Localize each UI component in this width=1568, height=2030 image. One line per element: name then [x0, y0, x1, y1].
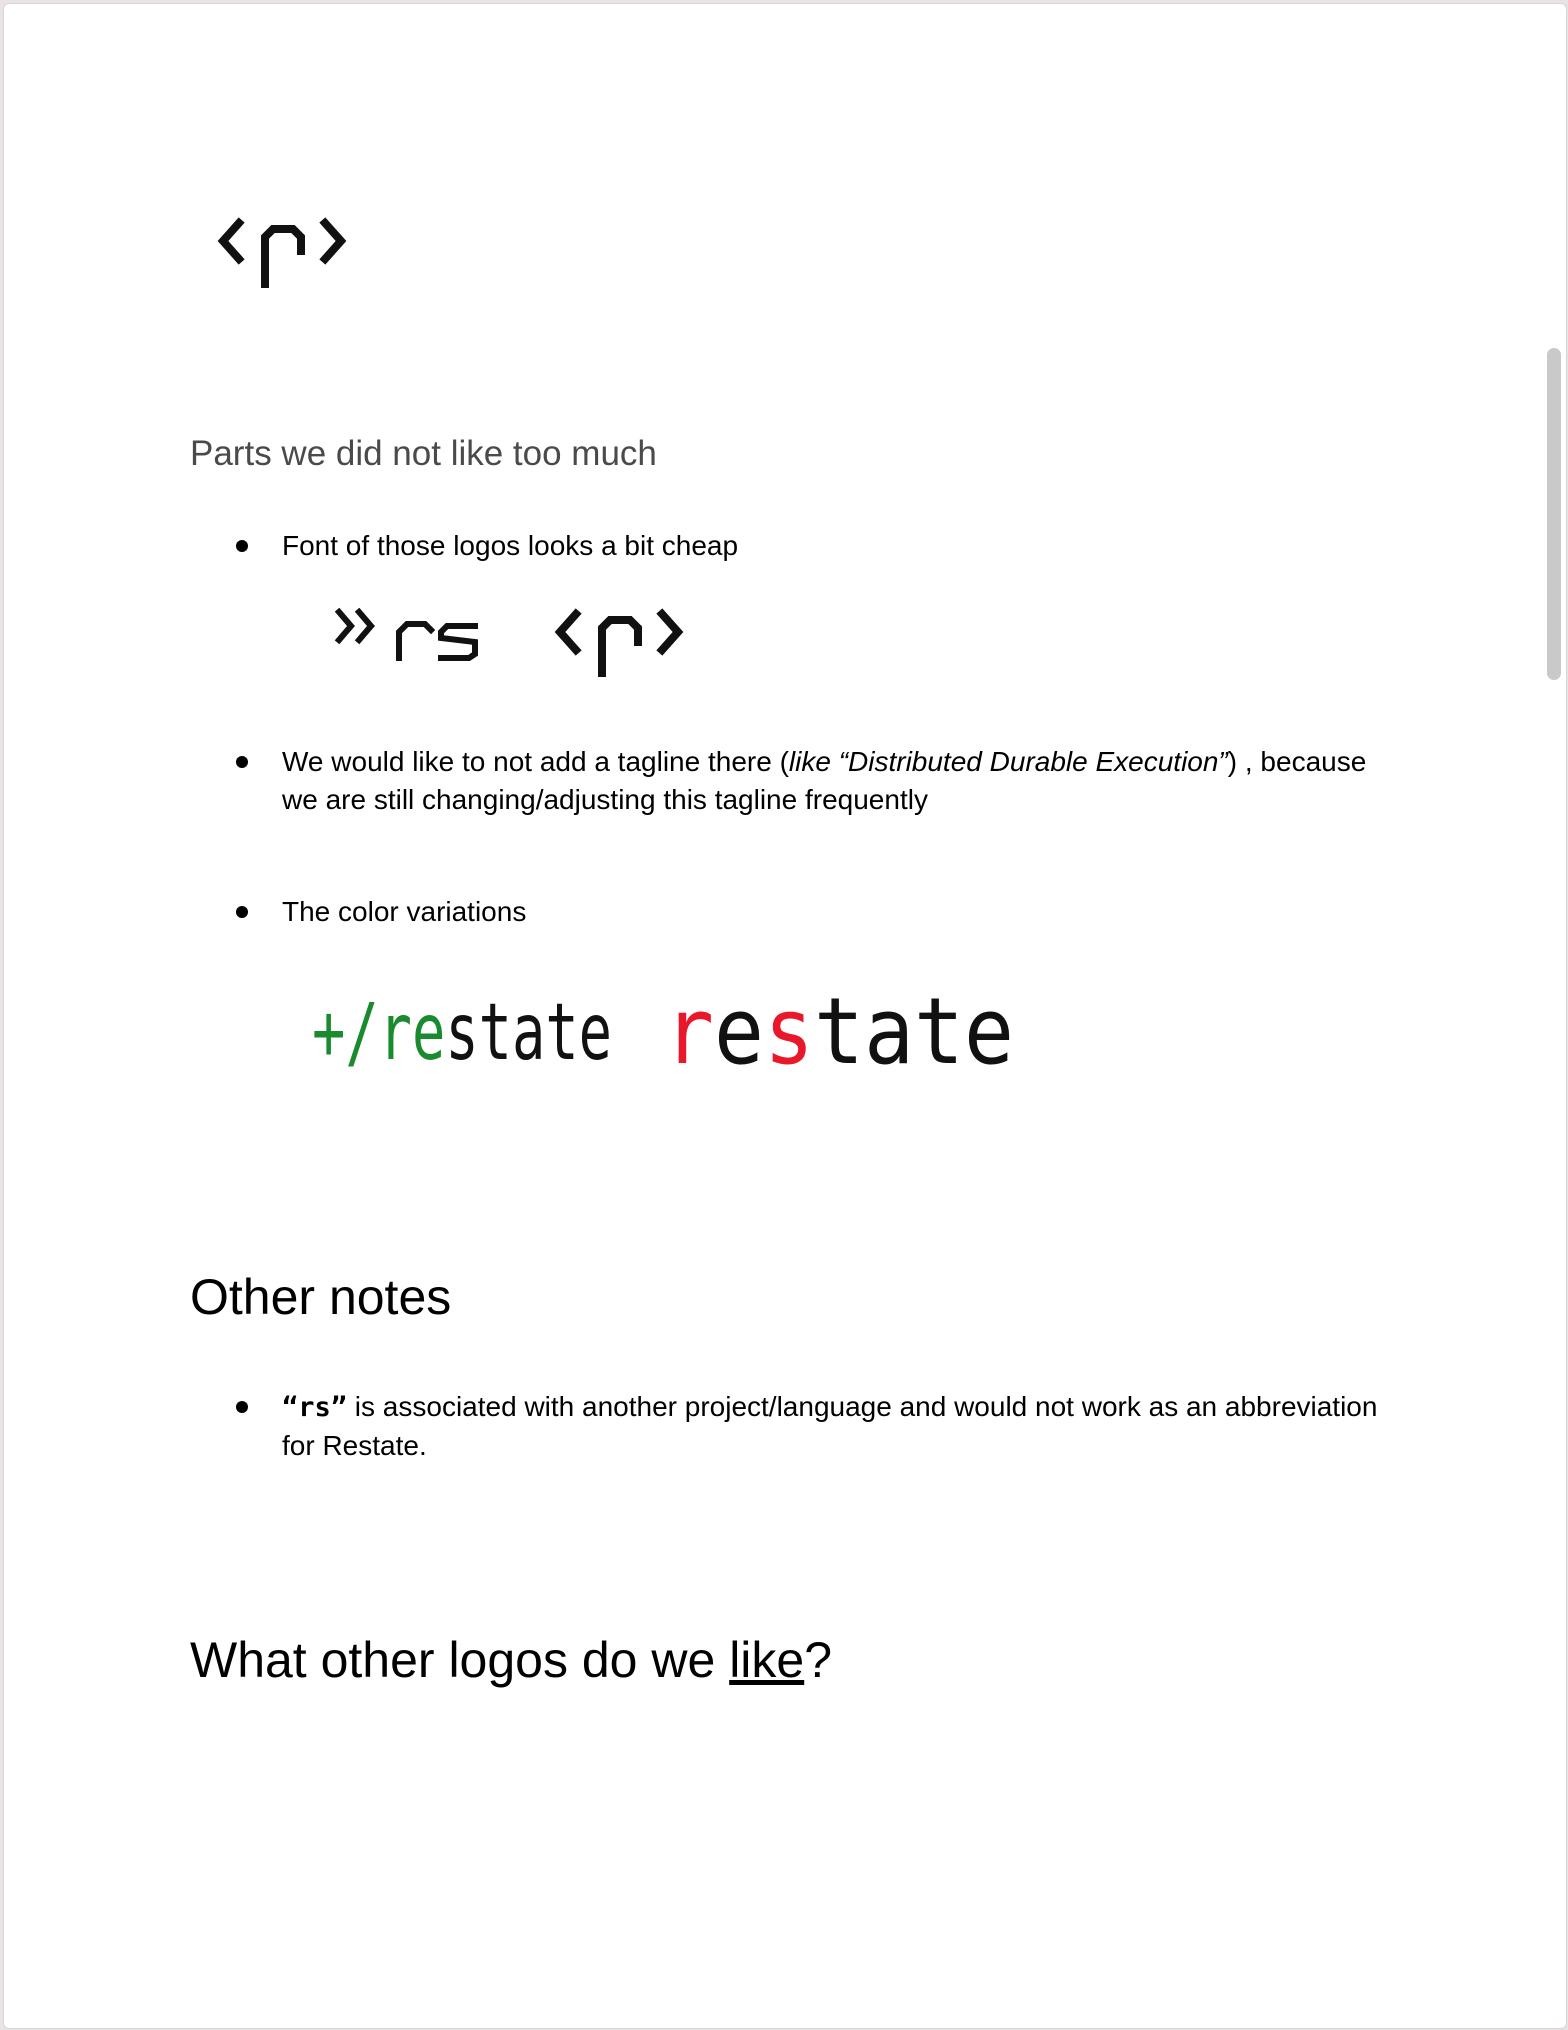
bullet-text: The color variations	[282, 896, 527, 927]
bullet-item	[236, 527, 1436, 567]
rs-chevron-logo	[329, 602, 489, 672]
svg-text:+/restate	[312, 988, 681, 1078]
logo-letter: e	[714, 978, 770, 1085]
green-restate-logo	[312, 988, 681, 1078]
logo-accent: re	[378, 988, 473, 1078]
bullet-dot	[236, 756, 248, 768]
heading-text: What other logos do we	[190, 1632, 730, 1688]
bullet-item	[236, 1388, 1436, 1468]
logo-alt-text: <r>	[544, 598, 546, 599]
logo-rest: state	[445, 988, 681, 1078]
red-restate-logo	[664, 978, 1036, 1085]
bullet-text: for Restate.	[282, 1430, 427, 1461]
logo-rest: tate	[814, 978, 1036, 1085]
section-title-parts-disliked: Parts we did not like too much	[190, 434, 657, 473]
bullet-dot	[236, 906, 248, 918]
bullet-text: is associated with another project/language and would not work as an abbreviation	[347, 1391, 1378, 1422]
document-page	[3, 3, 1567, 2029]
logo-alt-text: <r>	[209, 209, 211, 210]
logo-prefix: +/	[312, 988, 406, 1078]
logo-letter: s	[764, 978, 820, 1085]
section-title-other-notes: Other notes	[190, 1269, 452, 1325]
section-title-other-logos	[190, 1631, 832, 1689]
bullet-text: Font of those logos looks a bit cheap	[282, 530, 739, 561]
bullet-text-block	[282, 743, 1432, 819]
bullet-text-block	[282, 1388, 1462, 1465]
heading-link-like[interactable]: like	[729, 1632, 805, 1688]
bullet-dot	[236, 1401, 248, 1413]
bullet-item	[236, 893, 1436, 933]
logo-alt-text: >>rs	[329, 602, 332, 603]
angle-r-logo	[544, 598, 684, 683]
vertical-scrollbar-thumb[interactable]	[1547, 348, 1561, 680]
bullet-text: we are still changing/adjusting this tagline frequently	[282, 784, 928, 815]
restate-angle-r-logo	[209, 209, 349, 294]
logo-letter: r	[664, 978, 720, 1085]
bullet-text: We would like to not add a tagline there (	[282, 746, 789, 777]
svg-text:restate	[664, 978, 1036, 1085]
inline-code: “rs”	[282, 1392, 348, 1423]
heading-text: ?	[804, 1632, 833, 1688]
bullet-dot	[236, 540, 248, 552]
bullet-text-italic: like “Distributed Durable Execution”	[788, 746, 1228, 777]
bullet-item	[236, 743, 1436, 823]
bullet-text: ) , because	[1227, 746, 1367, 777]
